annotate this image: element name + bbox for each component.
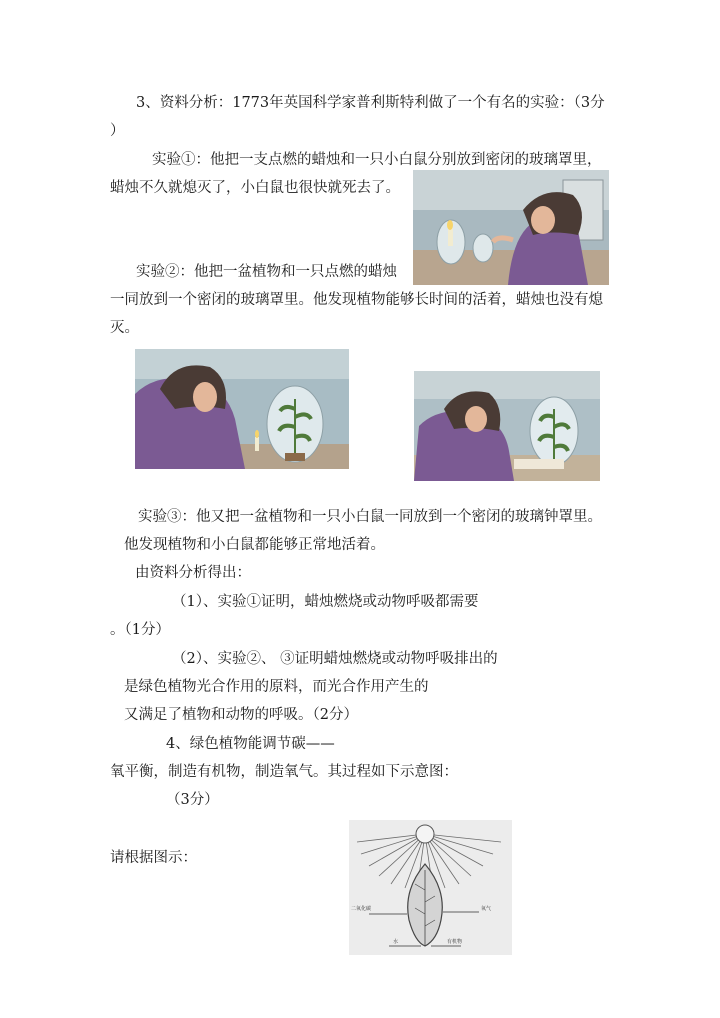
sub1-line1: （1）、实验①证明，蜡烛燃烧或动物呼吸都需要 <box>172 594 479 610</box>
q3-title-cont: ） <box>110 123 125 139</box>
exp3-line1: 实验③：他又把一盆植物和一只小白鼠一同放到一个密闭的玻璃钟罩里。 <box>138 509 602 525</box>
q4-line2: 氧平衡，制造有机物，制造氧气。其过程如下示意图： <box>110 764 458 780</box>
label-water: 水 <box>393 939 399 945</box>
exp3-line2: 他发现植物和小白鼠都能够正常地活着。 <box>124 537 385 553</box>
conclusion-intro: 由资料分析得出： <box>135 565 251 581</box>
label-carbon-dioxide: 二氧化碳 <box>351 906 372 912</box>
label-organic-matter: 有机物 <box>447 939 463 945</box>
q4-title: 4、绿色植物能调节碳—— <box>166 736 335 752</box>
sub2-line2: 是绿色植物光合作用的原料，而光合作用产生的 <box>124 679 429 695</box>
photosynthesis-diagram <box>349 820 512 955</box>
illustration-experiment-2 <box>135 349 349 469</box>
photosynthesis-diagram-svg <box>349 820 512 955</box>
sub2-line3: 又满足了植物和动物的呼吸。（2分） <box>124 707 358 723</box>
q4-prompt: 请根据图示： <box>110 850 197 866</box>
sub1-line2: 。（1分） <box>110 622 170 638</box>
exp2-line3: 灭。 <box>110 320 139 336</box>
sub2-line1: （2）、实验②、 ③证明蜡烛燃烧或动物呼吸排出的 <box>172 651 498 667</box>
exp2-line1: 实验②：他把一盆植物和一只点燃的蜡烛 <box>136 264 397 280</box>
q4-points: （3分） <box>166 792 219 808</box>
label-oxygen: 氧气 <box>481 906 492 912</box>
illustration-experiment-1 <box>413 170 609 285</box>
q3-title: 3、资料分析：1773年英国科学家普利斯特利做了一个有名的实验：（3分 <box>136 95 605 111</box>
exp1-line1: 实验①：他把一支点燃的蜡烛和一只小白鼠分别放到密闭的玻璃罩里， <box>152 152 602 168</box>
exp2-line2: 一同放到一个密闭的玻璃罩里。他发现植物能够长时间的活着，蜡烛也没有熄 <box>110 292 603 308</box>
illustration-experiment-3 <box>414 371 600 481</box>
exp1-line2: 蜡烛不久就熄灭了，小白鼠也很快就死去了。 <box>110 180 400 196</box>
